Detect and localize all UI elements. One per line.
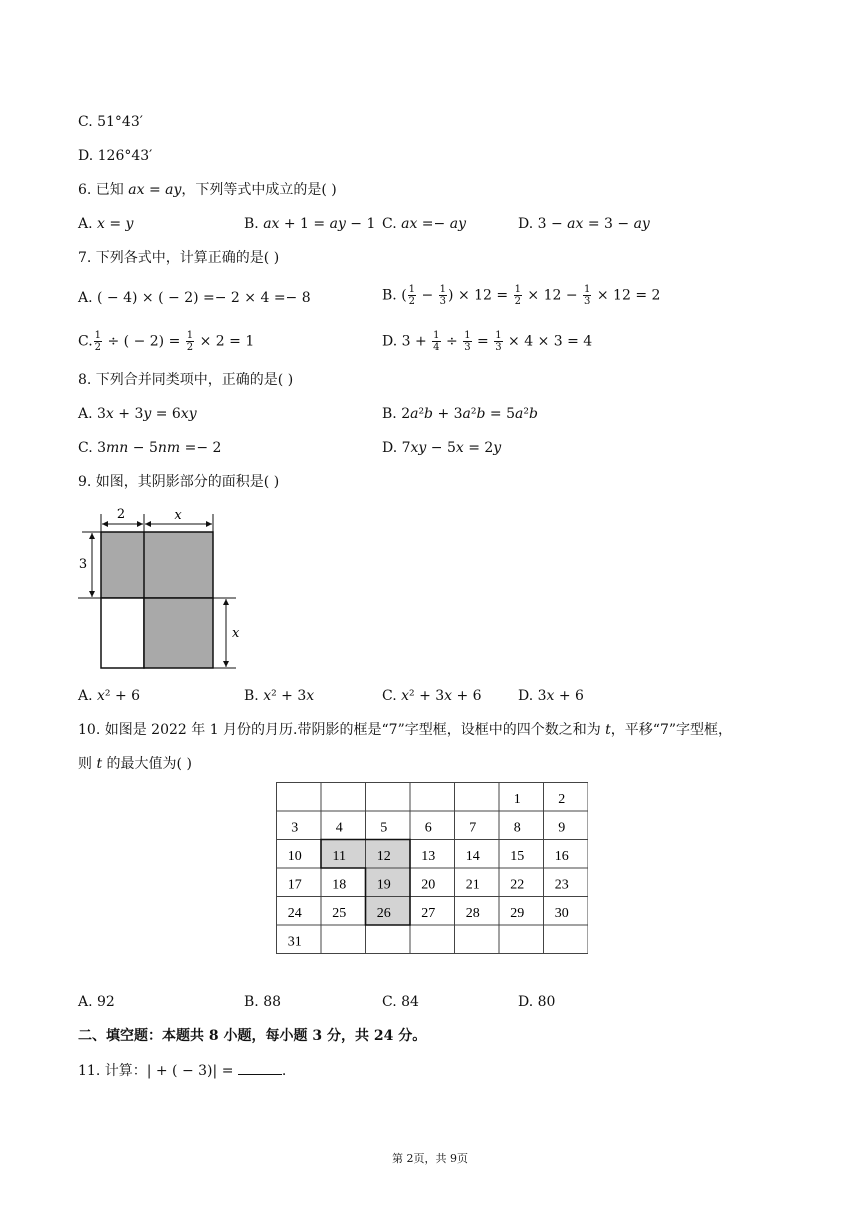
q7b-frac1: $\frac{1}{2}$ — [408, 284, 416, 307]
calendar-cell — [277, 783, 322, 812]
q7b-mid3: × 12 − — [522, 287, 583, 304]
calendar-cell — [455, 811, 500, 840]
q7d-frac1: $\frac{1}{4}$ — [433, 330, 440, 353]
calendar-day: 25 — [332, 906, 347, 921]
calendar-cell — [499, 783, 544, 812]
calendar-day: 22 — [510, 877, 525, 893]
q10-option-b: B. 88 — [244, 994, 282, 1010]
q10-stem-line2: 则 𝑡 的最大值为( ) — [78, 756, 192, 772]
calendar-day: 18 — [332, 877, 347, 893]
q10-option-a: A. 92 — [78, 994, 115, 1010]
q7c-suffix: × 2 = 1 — [195, 333, 255, 350]
calendar-day: 9 — [558, 820, 566, 836]
q7-stem: 7. 下列各式中，计算正确的是( ) — [78, 250, 280, 266]
q9-option-a: A. 𝑥² + 6 — [78, 688, 141, 704]
q10-calendar — [276, 782, 588, 956]
q6-option-c: C. 𝑎𝑥 =− 𝑎𝑦 — [382, 216, 466, 232]
calendar-day: 29 — [510, 906, 525, 921]
q6-stem: 6. 已知 𝑎𝑥 = 𝑎𝑦，下列等式中成立的是( ) — [78, 182, 337, 198]
calendar-day: 27 — [421, 906, 436, 921]
fig9-bottom-shade — [144, 598, 213, 668]
calendar-cell — [455, 783, 500, 812]
calendar-cell — [544, 925, 589, 954]
q11-end: . — [281, 1063, 287, 1079]
fig9-label-x-top: 𝑥 — [174, 508, 182, 523]
fig9-label-3: 3 — [78, 557, 88, 572]
calendar-day: 12 — [376, 849, 391, 864]
q7b-frac2: $\frac{1}{3}$ — [439, 284, 447, 307]
calendar-day: 28 — [465, 906, 480, 921]
calendar-cell — [321, 925, 366, 954]
calendar-day: 13 — [421, 849, 436, 864]
q6-option-a: A. 𝑥 = 𝑦 — [78, 216, 134, 232]
q9-option-d: D. 3𝑥 + 6 — [518, 688, 584, 704]
q5-option-c: C. 51°43′ — [78, 114, 143, 130]
calendar-day: 21 — [465, 877, 480, 893]
calendar-day: 15 — [510, 849, 525, 864]
q7b-frac4: $\frac{1}{3}$ — [584, 284, 591, 307]
q6-option-b: B. 𝑎𝑥 + 1 = 𝑎𝑦 − 1 — [244, 216, 376, 232]
calendar-day: 31 — [287, 934, 302, 950]
calendar-day: 20 — [421, 877, 436, 893]
calendar-cell — [410, 925, 455, 954]
q7b-prefix: B. ( — [382, 287, 407, 304]
fig9-label-x-right: 𝑥 — [232, 626, 240, 641]
q11-line — [78, 1060, 286, 1081]
calendar-cell — [321, 811, 366, 840]
calendar-cell — [366, 925, 411, 954]
calendar-day: 30 — [554, 906, 569, 921]
q7-option-d — [382, 330, 592, 353]
q11-stem: 11. 计算：| + ( − 3)| = — [78, 1063, 238, 1079]
q10-stem-line1: 10. 如图是 2022 年 1 月份的月历.带阴影的框是“7”字型框，设框中的四个数之和为 𝑡，平移“7”字型框， — [78, 722, 733, 738]
page-footer: 第 2页，共 9页 — [392, 1152, 468, 1165]
q7c-frac2: $\frac{1}{2}$ — [186, 330, 194, 353]
q5-option-d: D. 126°43′ — [78, 148, 153, 164]
q9-stem: 9. 如图，其阴影部分的面积是( ) — [78, 474, 280, 490]
calendar-cell — [455, 925, 500, 954]
calendar-day: 6 — [424, 820, 432, 836]
q7b-mid1: − — [417, 287, 438, 304]
calendar-day: 23 — [554, 877, 569, 893]
q7d-prefix: D. 3 + — [382, 333, 432, 350]
calendar-day: 10 — [287, 849, 302, 864]
calendar-cell — [544, 783, 589, 812]
calendar-day: 24 — [287, 906, 302, 921]
q9-option-b: B. 𝑥² + 3𝑥 — [244, 688, 315, 704]
calendar-day: 5 — [380, 820, 388, 836]
q7b-frac3: $\frac{1}{2}$ — [514, 284, 521, 307]
calendar-day: 8 — [513, 820, 521, 836]
fig9-label-2: 2 — [116, 507, 126, 522]
calendar-cell — [277, 811, 322, 840]
q8-option-b: B. 2𝑎²𝑏 + 3𝑎²𝑏 = 5𝑎²𝑏 — [382, 406, 538, 422]
calendar-day: 2 — [558, 792, 566, 807]
calendar-cell — [499, 811, 544, 840]
section-heading: 二、填空题：本题共 8 小题，每小题 3 分，共 24 分。 — [78, 1028, 427, 1044]
q7c-prefix: C. — [78, 333, 93, 350]
q7d-mid2: = — [472, 333, 494, 350]
q7-option-b — [382, 284, 660, 307]
calendar-cell — [366, 783, 411, 812]
calendar-day: 16 — [554, 849, 569, 864]
fig9-top-shade — [101, 532, 213, 598]
calendar-cell — [321, 783, 366, 812]
q7d-frac3: $\frac{1}{3}$ — [495, 330, 502, 353]
q9-figure — [78, 504, 248, 676]
q7b-suffix: × 12 = 2 — [592, 287, 661, 304]
q7b-mid2: ) × 12 = — [448, 287, 513, 304]
q10-option-c: C. 84 — [382, 994, 419, 1010]
calendar-day: 4 — [335, 820, 343, 836]
q7-option-c — [78, 330, 254, 353]
calendar-day: 14 — [465, 849, 480, 864]
calendar-cell — [499, 925, 544, 954]
calendar-cell — [410, 811, 455, 840]
calendar-day: 11 — [332, 849, 346, 864]
q8-option-c: C. 3𝑚𝑛 − 5𝑛𝑚 =− 2 — [78, 440, 222, 456]
calendar-day: 7 — [469, 820, 477, 836]
q7d-mid1: ÷ — [441, 333, 463, 350]
q9-option-c: C. 𝑥² + 3𝑥 + 6 — [382, 688, 482, 704]
q8-stem: 8. 下列合并同类项中，正确的是( ) — [78, 372, 294, 388]
q10-option-d: D. 80 — [518, 994, 556, 1010]
q8-option-a: A. 3𝑥 + 3𝑦 = 6𝑥𝑦 — [78, 406, 197, 422]
q6-option-d: D. 3 − 𝑎𝑥 = 3 − 𝑎𝑦 — [518, 216, 650, 232]
calendar-cell — [410, 783, 455, 812]
calendar-day: 3 — [291, 820, 299, 836]
q7c-frac1: $\frac{1}{2}$ — [94, 330, 102, 353]
calendar-day: 1 — [513, 792, 521, 807]
calendar-day: 17 — [287, 877, 302, 893]
calendar-day: 19 — [376, 877, 391, 893]
q8-option-d: D. 7𝑥𝑦 − 5𝑥 = 2𝑦 — [382, 440, 502, 456]
calendar-day: 26 — [376, 906, 391, 921]
calendar-cell — [544, 811, 589, 840]
q7d-suffix: × 4 × 3 = 4 — [503, 333, 593, 350]
calendar-cell — [366, 811, 411, 840]
q7c-mid1: ÷ ( − 2) = — [103, 333, 185, 350]
q7d-frac2: $\frac{1}{3}$ — [464, 330, 471, 353]
q7-option-a: A. ( − 4) × ( − 2) =− 2 × 4 =− 8 — [78, 290, 311, 306]
fig9-bottom-left — [101, 598, 144, 668]
q11-answer-blank[interactable] — [238, 1060, 282, 1075]
